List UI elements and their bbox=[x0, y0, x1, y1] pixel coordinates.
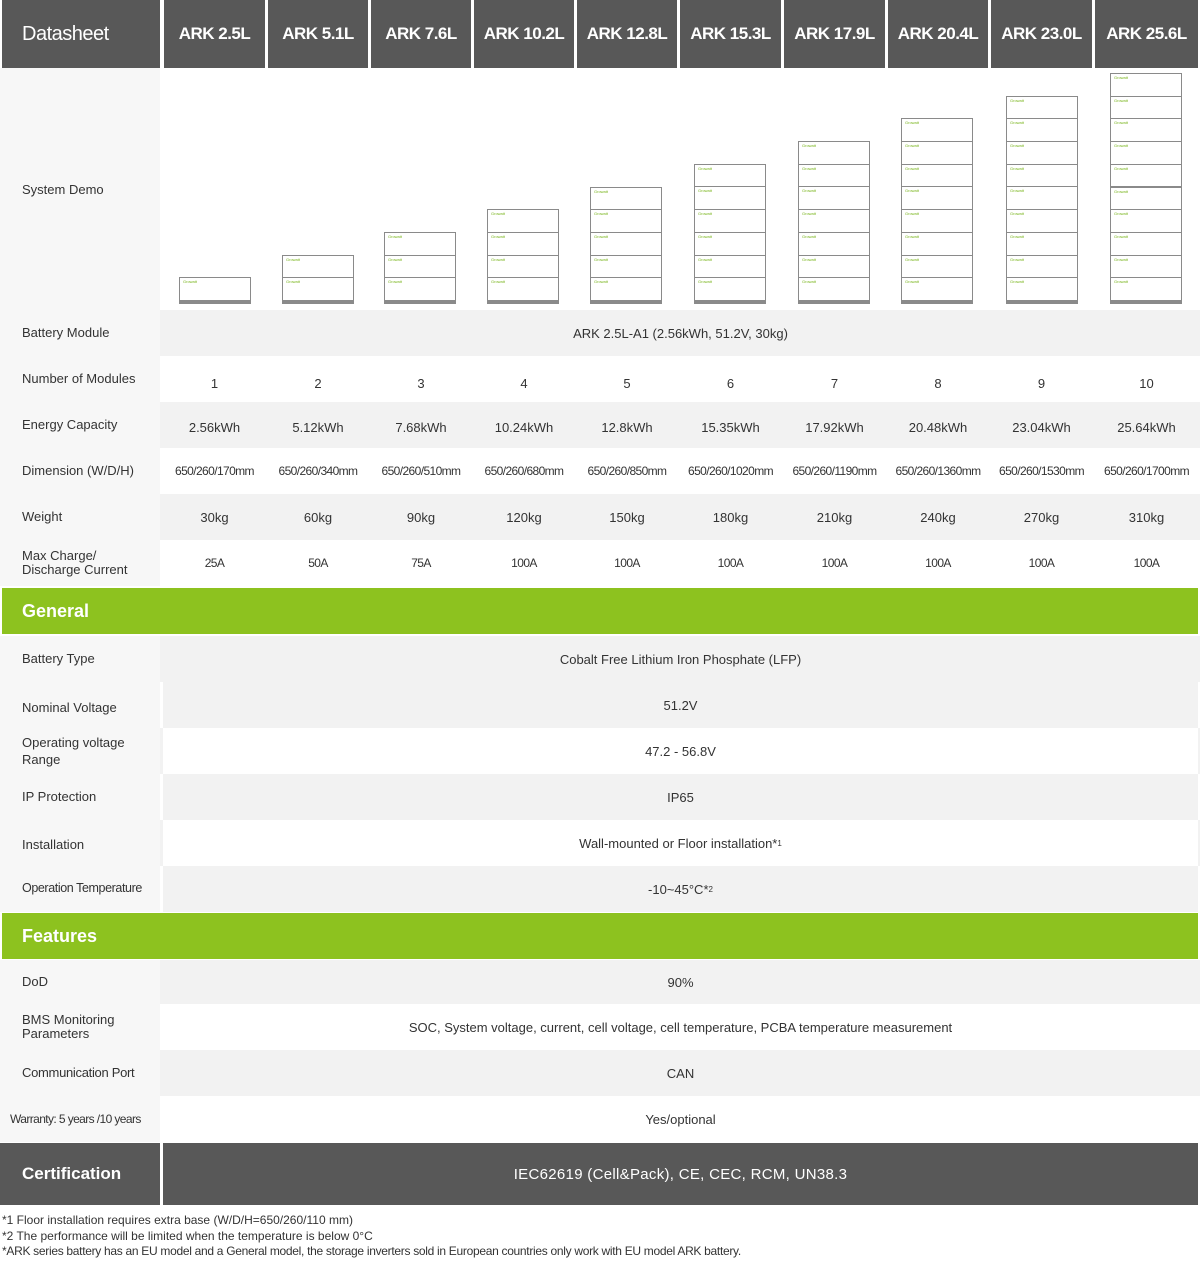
growatt-logo-icon: Growatt bbox=[802, 211, 817, 217]
growatt-logo-icon: Growatt bbox=[286, 256, 301, 262]
model-header: ARK 12.8L bbox=[577, 0, 677, 68]
operation-temp-row bbox=[0, 866, 1200, 912]
model-header: ARK 20.4L bbox=[888, 0, 988, 68]
growatt-logo-icon: Growatt bbox=[905, 279, 920, 285]
spec-cell: 17.92kWh bbox=[805, 419, 864, 435]
growatt-logo-icon: Growatt bbox=[698, 211, 713, 217]
growatt-logo-icon: Growatt bbox=[1114, 211, 1129, 217]
growatt-logo-icon: Growatt bbox=[183, 279, 198, 285]
battery-module-icon bbox=[1110, 118, 1182, 142]
certification-value: IEC62619 (Cell&Pack), CE, CEC, RCM, UN38.3 bbox=[163, 1143, 1198, 1205]
spec-cell: 650/260/340mm bbox=[278, 464, 358, 478]
spec-cell: 75A bbox=[411, 556, 431, 570]
battery-module-icon bbox=[1110, 209, 1182, 233]
growatt-logo-icon: Growatt bbox=[491, 233, 506, 239]
spec-cell: 90kg bbox=[406, 509, 436, 525]
operating-voltage-value: 47.2 - 56.8V bbox=[163, 728, 1198, 774]
spec-cell: 25A bbox=[204, 556, 225, 570]
spec-cell: 120kg bbox=[506, 509, 542, 525]
spec-cell: 650/260/680mm bbox=[484, 464, 564, 478]
spec-cell: 8 bbox=[934, 375, 942, 391]
max-current-label-line2: Discharge Current bbox=[22, 562, 128, 577]
battery-module-icon bbox=[1110, 232, 1182, 256]
growatt-logo-icon: Growatt bbox=[698, 188, 713, 194]
system-demo-label: System Demo bbox=[0, 68, 160, 310]
battery-module-label: Battery Module bbox=[0, 310, 160, 356]
growatt-logo-icon: Growatt bbox=[905, 165, 920, 171]
footnote-1: *1 Floor installation requires extra base (W/D/H=650/260/110 mm) bbox=[2, 1213, 353, 1227]
battery-module-icon bbox=[1110, 277, 1182, 301]
battery-module-icon bbox=[901, 255, 973, 279]
stack-base bbox=[179, 300, 251, 304]
comm-port-value: CAN bbox=[163, 1050, 1198, 1096]
spec-cell: 5.12kWh bbox=[292, 419, 344, 435]
comm-port-row bbox=[0, 1050, 1200, 1096]
max-current-label-line1: Max Charge/ bbox=[22, 548, 97, 564]
spec-cell: 7.68kWh bbox=[395, 419, 447, 435]
general-section-header: General bbox=[2, 588, 1198, 634]
battery-module-icon bbox=[1006, 209, 1078, 233]
weight-label: Weight bbox=[0, 494, 160, 540]
battery-type-label: Battery Type bbox=[0, 636, 160, 682]
growatt-logo-icon: Growatt bbox=[1010, 211, 1025, 217]
stack-base bbox=[1006, 300, 1078, 304]
battery-module-icon bbox=[487, 232, 559, 256]
battery-module-icon bbox=[384, 232, 456, 256]
spec-cell: 270kg bbox=[1023, 509, 1060, 525]
spec-cell: 650/260/510mm bbox=[381, 464, 461, 478]
stack-base bbox=[798, 300, 870, 304]
battery-module-icon bbox=[590, 277, 662, 301]
spec-cell: 2 bbox=[314, 375, 322, 391]
battery-module-icon bbox=[798, 141, 870, 165]
ip-protection-value: IP65 bbox=[163, 774, 1198, 820]
spec-cell: 30kg bbox=[200, 509, 229, 525]
battery-module-icon bbox=[694, 232, 766, 256]
battery-module-icon bbox=[1006, 255, 1078, 279]
warranty-label: Warranty: 5 years /10 years bbox=[0, 1096, 160, 1142]
spec-cell: 210kg bbox=[816, 509, 853, 525]
growatt-logo-icon: Growatt bbox=[802, 256, 817, 262]
battery-stack bbox=[1110, 73, 1182, 304]
max-current-row bbox=[0, 540, 1200, 586]
battery-module-icon bbox=[1006, 186, 1078, 210]
battery-module-icon bbox=[384, 255, 456, 279]
battery-module-icon bbox=[1110, 141, 1182, 165]
growatt-logo-icon: Growatt bbox=[802, 165, 817, 171]
battery-module-icon bbox=[1110, 73, 1182, 97]
spec-cell: 6 bbox=[726, 375, 735, 391]
installation-footnote-ref: 1 bbox=[777, 838, 782, 848]
battery-module-icon bbox=[798, 186, 870, 210]
stack-base bbox=[1110, 300, 1182, 304]
growatt-logo-icon: Growatt bbox=[1114, 256, 1129, 262]
operating-voltage-label bbox=[0, 728, 160, 774]
battery-module-icon bbox=[590, 232, 662, 256]
battery-stack bbox=[384, 232, 456, 304]
weight-row bbox=[0, 494, 1200, 540]
battery-module-icon bbox=[1110, 187, 1182, 211]
spec-cell: 650/260/1020mm bbox=[688, 464, 773, 478]
battery-module-icon bbox=[1110, 255, 1182, 279]
operation-temp-value bbox=[163, 866, 1198, 912]
bms-label bbox=[0, 1004, 160, 1050]
battery-stack bbox=[179, 277, 251, 304]
operation-temp-label: Operation Temperature bbox=[0, 866, 160, 912]
growatt-logo-icon: Growatt bbox=[594, 211, 609, 217]
spec-cell: 100A bbox=[614, 556, 640, 570]
operating-voltage-label-line2: Range bbox=[22, 751, 61, 767]
certification-row bbox=[0, 1143, 1200, 1205]
number-of-modules-row bbox=[0, 356, 1200, 402]
growatt-logo-icon: Growatt bbox=[1114, 279, 1129, 285]
spec-cell: 100A bbox=[717, 556, 744, 570]
footnote-3: *ARK series battery has an EU model and a General model, the storage inverters sold in European countries only work with EU model ARK battery. bbox=[2, 1244, 741, 1258]
growatt-logo-icon: Growatt bbox=[905, 211, 920, 217]
growatt-logo-icon: Growatt bbox=[698, 233, 713, 239]
battery-module-icon bbox=[798, 164, 870, 188]
number-of-modules-label: Number of Modules bbox=[0, 356, 160, 402]
installation-value-text: Wall-mounted or Floor installation* bbox=[579, 835, 778, 851]
growatt-logo-icon: Growatt bbox=[1010, 188, 1025, 194]
spec-cell: 7 bbox=[830, 375, 839, 391]
warranty-value: Yes/optional bbox=[163, 1096, 1198, 1142]
certification-label: Certification bbox=[0, 1143, 160, 1205]
battery-module-icon bbox=[487, 255, 559, 279]
stack-base bbox=[384, 300, 456, 304]
growatt-logo-icon: Growatt bbox=[1010, 256, 1025, 262]
battery-module-row bbox=[0, 310, 1200, 356]
dod-value: 90% bbox=[163, 960, 1198, 1004]
battery-stack bbox=[901, 118, 973, 304]
spec-cell: 310kg bbox=[1128, 509, 1165, 525]
energy-capacity-row bbox=[0, 402, 1200, 448]
model-header: ARK 17.9L bbox=[784, 0, 885, 68]
battery-stack bbox=[694, 164, 766, 304]
growatt-logo-icon: Growatt bbox=[905, 233, 920, 239]
growatt-logo-icon: Growatt bbox=[594, 233, 609, 239]
battery-module-icon bbox=[798, 232, 870, 256]
battery-module-icon bbox=[1110, 164, 1182, 188]
bms-value: SOC, System voltage, current, cell voltage, cell temperature, PCBA temperature measurement bbox=[163, 1004, 1198, 1050]
comm-port-label: Communication Port bbox=[0, 1050, 160, 1096]
battery-stack bbox=[1006, 96, 1078, 304]
footnotes bbox=[2, 1213, 1198, 1260]
growatt-logo-icon: Growatt bbox=[491, 256, 506, 262]
growatt-logo-icon: Growatt bbox=[905, 143, 920, 149]
growatt-logo-icon: Growatt bbox=[1114, 143, 1129, 149]
stack-base bbox=[487, 300, 559, 304]
battery-module-icon bbox=[694, 277, 766, 301]
bms-row bbox=[0, 1004, 1200, 1050]
model-header: ARK 5.1L bbox=[268, 0, 368, 68]
battery-module-icon bbox=[694, 164, 766, 188]
spec-cell: 20.48kWh bbox=[908, 419, 968, 435]
spec-cell: 100A bbox=[511, 556, 537, 570]
growatt-logo-icon: Growatt bbox=[802, 188, 817, 194]
dod-label: DoD bbox=[0, 960, 160, 1004]
operation-temp-value-text: -10~45°C* bbox=[648, 881, 709, 897]
footnote-2: *2 The performance will be limited when the temperature is below 0°C bbox=[2, 1228, 373, 1243]
spec-cell: 150kg bbox=[609, 509, 645, 525]
growatt-logo-icon: Growatt bbox=[1010, 97, 1025, 103]
spec-cell: 100A bbox=[1133, 556, 1160, 570]
battery-stack bbox=[487, 209, 559, 304]
ip-protection-row bbox=[0, 774, 1200, 820]
battery-module-icon bbox=[487, 277, 559, 301]
battery-module-icon bbox=[1110, 96, 1182, 120]
datasheet-title: Datasheet bbox=[2, 0, 160, 68]
spec-cell: 9 bbox=[1037, 375, 1046, 391]
battery-module-icon bbox=[901, 164, 973, 188]
spec-cell: 2.56kWh bbox=[188, 419, 241, 435]
battery-stack bbox=[798, 141, 870, 304]
model-header: ARK 7.6L bbox=[371, 0, 471, 68]
growatt-logo-icon: Growatt bbox=[1010, 120, 1025, 126]
growatt-logo-icon: Growatt bbox=[388, 233, 403, 239]
battery-module-icon bbox=[694, 209, 766, 233]
spec-cell: 1 bbox=[210, 375, 219, 391]
growatt-logo-icon: Growatt bbox=[698, 279, 713, 285]
model-header: ARK 2.5L bbox=[164, 0, 265, 68]
stack-base bbox=[901, 300, 973, 304]
spec-cell: 100A bbox=[1028, 556, 1055, 570]
battery-stack bbox=[590, 187, 662, 305]
battery-stack bbox=[282, 255, 354, 304]
battery-module-value: ARK 2.5L-A1 (2.56kWh, 51.2V, 30kg) bbox=[163, 310, 1198, 356]
spec-cell: 650/260/850mm bbox=[587, 464, 667, 478]
battery-module-icon bbox=[590, 187, 662, 211]
battery-module-icon bbox=[1006, 164, 1078, 188]
battery-module-icon bbox=[1006, 141, 1078, 165]
battery-module-icon bbox=[1006, 232, 1078, 256]
battery-module-icon bbox=[798, 209, 870, 233]
growatt-logo-icon: Growatt bbox=[388, 279, 403, 285]
growatt-logo-icon: Growatt bbox=[491, 211, 506, 217]
nominal-voltage-label: Nominal Voltage bbox=[0, 682, 160, 728]
spec-cell: 10 bbox=[1139, 375, 1154, 391]
battery-module-icon bbox=[1006, 96, 1078, 120]
battery-module-icon bbox=[798, 277, 870, 301]
spec-cell: 4 bbox=[520, 375, 528, 391]
dod-row bbox=[0, 960, 1200, 1004]
model-header: ARK 15.3L bbox=[680, 0, 781, 68]
spec-cell: 25.64kWh bbox=[1117, 419, 1176, 435]
growatt-logo-icon: Growatt bbox=[905, 256, 920, 262]
spec-cell: 10.24kWh bbox=[494, 419, 554, 435]
growatt-logo-icon: Growatt bbox=[905, 120, 920, 126]
spec-cell: 5 bbox=[623, 375, 631, 391]
spec-cell: 50A bbox=[308, 556, 328, 570]
dimension-label: Dimension (W/D/H) bbox=[0, 448, 160, 494]
bms-label-line1: BMS Monitoring bbox=[22, 1012, 115, 1028]
stack-base bbox=[694, 300, 766, 304]
system-demo-row bbox=[0, 68, 1200, 310]
battery-module-icon bbox=[1006, 277, 1078, 301]
installation-label: Installation bbox=[0, 820, 160, 866]
model-header: ARK 23.0L bbox=[991, 0, 1092, 68]
spec-cell: 240kg bbox=[920, 509, 956, 525]
operating-voltage-row bbox=[0, 728, 1200, 774]
growatt-logo-icon: Growatt bbox=[1010, 233, 1025, 239]
battery-module-icon bbox=[901, 186, 973, 210]
growatt-logo-icon: Growatt bbox=[802, 279, 817, 285]
spec-cell: 60kg bbox=[303, 509, 333, 525]
battery-module-icon bbox=[384, 277, 456, 301]
model-header: ARK 25.6L bbox=[1095, 0, 1198, 68]
battery-module-icon bbox=[1006, 118, 1078, 142]
operation-temp-footnote-ref: 2 bbox=[708, 884, 713, 894]
battery-module-icon bbox=[179, 277, 251, 301]
growatt-logo-icon: Growatt bbox=[1010, 165, 1025, 171]
operating-voltage-label-line1: Operating voltage bbox=[22, 734, 125, 750]
battery-type-value: Cobalt Free Lithium Iron Phosphate (LFP) bbox=[163, 636, 1198, 682]
growatt-logo-icon: Growatt bbox=[1114, 120, 1129, 126]
spec-cell: 650/260/170mm bbox=[175, 464, 254, 478]
installation-value bbox=[163, 820, 1198, 866]
energy-capacity-label: Energy Capacity bbox=[0, 402, 160, 448]
growatt-logo-icon: Growatt bbox=[286, 279, 301, 285]
nominal-voltage-value: 51.2V bbox=[163, 682, 1198, 728]
spec-cell: 100A bbox=[821, 556, 848, 570]
battery-module-icon bbox=[487, 209, 559, 233]
battery-module-icon bbox=[590, 209, 662, 233]
spec-cell: 180kg bbox=[712, 509, 749, 525]
growatt-logo-icon: Growatt bbox=[1114, 75, 1129, 80]
spec-cell: 650/260/1530mm bbox=[999, 464, 1084, 478]
growatt-logo-icon: Growatt bbox=[594, 188, 609, 194]
ip-protection-label: IP Protection bbox=[0, 774, 160, 820]
growatt-logo-icon: Growatt bbox=[594, 256, 609, 262]
battery-module-icon bbox=[282, 277, 354, 301]
growatt-logo-icon: Growatt bbox=[698, 256, 713, 262]
growatt-logo-icon: Growatt bbox=[698, 165, 713, 171]
nominal-voltage-row bbox=[0, 682, 1200, 728]
battery-module-icon bbox=[901, 118, 973, 142]
battery-module-icon bbox=[901, 232, 973, 256]
battery-module-icon bbox=[901, 209, 973, 233]
spec-cell: 100A bbox=[925, 556, 951, 570]
battery-module-icon bbox=[694, 186, 766, 210]
growatt-logo-icon: Growatt bbox=[1010, 279, 1025, 285]
growatt-logo-icon: Growatt bbox=[388, 256, 403, 262]
battery-module-icon bbox=[798, 255, 870, 279]
battery-module-icon bbox=[901, 141, 973, 165]
header-row bbox=[0, 0, 1200, 68]
installation-row bbox=[0, 820, 1200, 866]
features-section-header: Features bbox=[2, 913, 1198, 959]
spec-cell: 650/260/1360mm bbox=[895, 464, 981, 478]
growatt-logo-icon: Growatt bbox=[1114, 233, 1129, 239]
stack-base bbox=[282, 300, 354, 304]
growatt-logo-icon: Growatt bbox=[1010, 143, 1025, 149]
spec-cell: 650/260/1700mm bbox=[1104, 464, 1189, 478]
dimension-row bbox=[0, 448, 1200, 494]
battery-module-icon bbox=[694, 255, 766, 279]
spec-cell: 650/260/1190mm bbox=[792, 464, 877, 478]
spec-cell: 23.04kWh bbox=[1012, 419, 1071, 435]
growatt-logo-icon: Growatt bbox=[1114, 165, 1129, 171]
battery-module-icon bbox=[590, 255, 662, 279]
bms-label-line2: Parameters bbox=[22, 1026, 90, 1041]
growatt-logo-icon: Growatt bbox=[1114, 188, 1129, 194]
spec-cell: 12.8kWh bbox=[601, 419, 653, 435]
growatt-logo-icon: Growatt bbox=[802, 143, 817, 149]
battery-type-row bbox=[0, 636, 1200, 682]
max-current-label bbox=[0, 540, 160, 586]
spec-cell: 3 bbox=[417, 375, 425, 391]
growatt-logo-icon: Growatt bbox=[491, 279, 506, 285]
battery-module-icon bbox=[282, 255, 354, 279]
growatt-logo-icon: Growatt bbox=[1114, 97, 1129, 103]
model-header: ARK 10.2L bbox=[474, 0, 574, 68]
growatt-logo-icon: Growatt bbox=[594, 279, 609, 285]
battery-module-icon bbox=[901, 277, 973, 301]
stack-base bbox=[590, 300, 662, 304]
spec-cell: 15.35kWh bbox=[701, 419, 760, 435]
warranty-row bbox=[0, 1096, 1200, 1142]
growatt-logo-icon: Growatt bbox=[905, 188, 920, 194]
growatt-logo-icon: Growatt bbox=[802, 233, 817, 239]
